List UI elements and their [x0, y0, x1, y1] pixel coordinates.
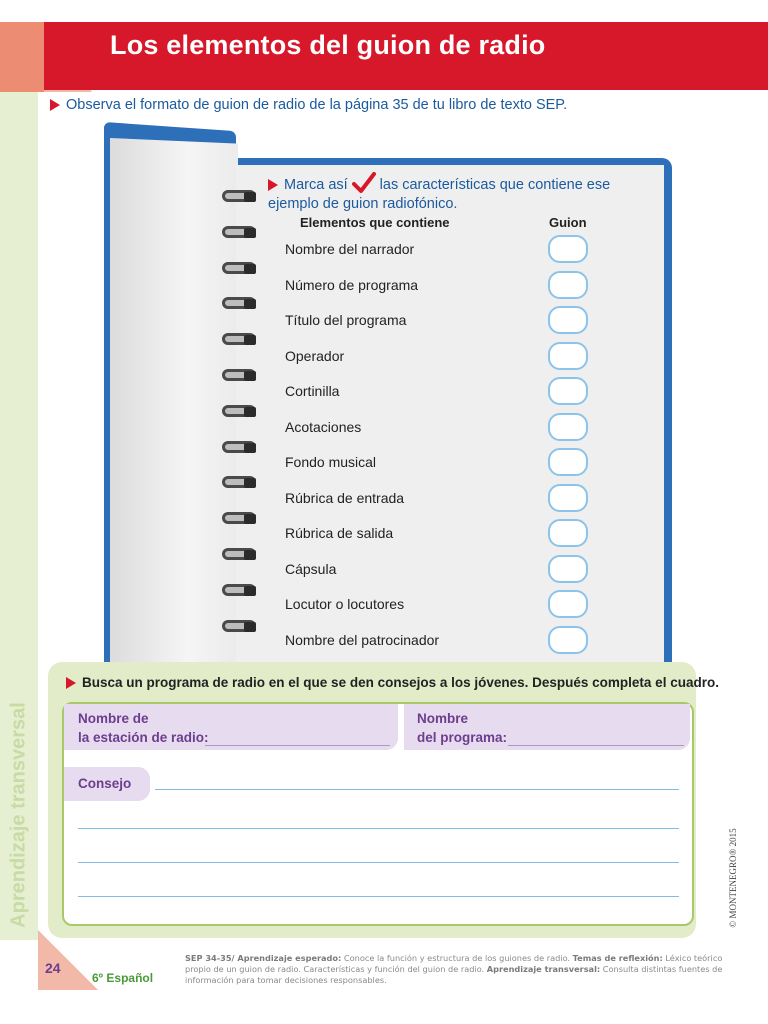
spiral-ring	[222, 618, 258, 634]
station-name-label-line2: la estación de radio:	[78, 730, 209, 745]
advice-line-3[interactable]	[78, 862, 679, 863]
station-name-label-line1: Nombre de	[78, 711, 149, 726]
spiral-hole	[244, 371, 256, 381]
advice-line-4[interactable]	[78, 896, 679, 897]
checklist-item-label: Rúbrica de salida	[285, 525, 394, 541]
advice-line-1[interactable]	[155, 789, 679, 790]
checklist-checkbox[interactable]	[548, 271, 588, 299]
spiral-ring	[222, 295, 258, 311]
station-name-label	[78, 709, 209, 747]
program-name-label-line2: del programa:	[417, 730, 508, 745]
checklist-item-label: Acotaciones	[285, 418, 362, 435]
spiral-ring	[222, 367, 258, 383]
checklist-checkbox[interactable]	[548, 484, 588, 512]
checklist-checkbox[interactable]	[548, 377, 588, 405]
spiral-hole	[244, 443, 256, 453]
checklist-item-label: Título del programa	[285, 312, 407, 328]
checklist-item-label: Cápsula	[285, 560, 337, 577]
advice-label: Consejo	[78, 776, 132, 791]
checklist-item-label: Nombre del patrocinador	[285, 631, 440, 648]
advice-line-2[interactable]	[78, 828, 679, 829]
sidebar-label: Aprendizaje transversal	[7, 702, 30, 928]
footnote-bold-1: SEP 34-35/ Aprendizaje esperado:	[185, 953, 342, 963]
checkmark-icon	[352, 172, 376, 194]
program-name-label	[417, 709, 507, 747]
footnote-text-3: Consulta distintas fuentes de información para tomar decisiones responsables.	[185, 964, 723, 985]
checklist-item-label: Rúbrica de entrada	[285, 489, 405, 506]
checklist-item-label: Nombre del narrador	[285, 241, 415, 257]
checklist-checkbox[interactable]	[548, 448, 588, 476]
checklist-item-label: Número de programa	[285, 276, 419, 293]
spiral-hole	[244, 478, 256, 488]
footnote-text-2: Léxico teórico propio de un guion de radio. Características y función del guion de radio.	[185, 953, 723, 974]
checklist-checkbox[interactable]	[548, 306, 588, 334]
spiral-ring	[222, 510, 258, 526]
checklist-checkbox[interactable]	[548, 413, 588, 441]
bullet-triangle-icon	[50, 99, 60, 111]
instruction-1	[50, 97, 567, 113]
notebook-instruction-b: las características que contiene ese ejemplo de guion radiofónico.	[268, 177, 611, 212]
spiral-hole	[244, 228, 256, 238]
spiral-hole	[244, 407, 256, 417]
spiral-ring	[222, 546, 258, 562]
spiral-ring	[222, 260, 258, 276]
spiral-hole	[244, 264, 256, 274]
instruction-1-text: Observa el formato de guion de radio de la página 35 de tu libro de texto SEP.	[66, 97, 568, 113]
spiral-ring	[222, 439, 258, 455]
activity-instruction	[66, 675, 719, 690]
program-name-line	[508, 745, 684, 746]
footnote-bold-3: Aprendizaje transversal:	[486, 964, 601, 974]
checklist-checkbox[interactable]	[548, 519, 588, 547]
spiral-hole	[244, 192, 256, 202]
checklist-item-label: Operador	[285, 347, 345, 364]
footnote	[185, 953, 730, 986]
spiral-hole	[244, 550, 256, 560]
spiral-ring	[222, 331, 258, 347]
activity-instruction-text: Busca un programa de radio en el que se den consejos a los jóvenes. Después completa el cuadro.	[82, 675, 719, 690]
station-name-line	[205, 745, 390, 746]
spiral-hole	[244, 622, 256, 632]
footnote-bold-2: Temas de reflexión:	[572, 953, 663, 963]
spiral-hole	[244, 335, 256, 345]
footnote-text-1: Conoce la función y estructura de los guiones de radio.	[341, 953, 573, 963]
checklist-checkbox[interactable]	[548, 590, 588, 618]
spiral-ring	[222, 224, 258, 240]
checklist-checkbox[interactable]	[548, 342, 588, 370]
checklist-item-label: Fondo musical	[285, 454, 377, 470]
spiral-hole	[244, 586, 256, 596]
bullet-triangle-icon	[268, 179, 278, 191]
spiral-ring	[222, 582, 258, 598]
notebook-left-pages	[110, 138, 238, 684]
checklist-item-label: Locutor o locutores	[285, 596, 405, 612]
copyright: © MONTENEGRO® 2015	[728, 828, 738, 928]
checklist-checkbox[interactable]	[548, 235, 588, 263]
notebook-instruction	[268, 172, 658, 214]
checklist-checkbox[interactable]	[548, 555, 588, 583]
page-number: 24	[45, 960, 61, 976]
spiral-ring	[222, 188, 258, 204]
spiral-ring	[222, 474, 258, 490]
program-name-label-line1: Nombre	[417, 711, 469, 726]
bullet-triangle-icon	[66, 677, 76, 689]
column-header-elements: Elementos que contiene	[300, 215, 450, 230]
column-header-guion: Guion	[549, 215, 587, 230]
checklist-checkbox[interactable]	[548, 626, 588, 654]
notebook-instruction-a: Marca así	[284, 177, 348, 193]
checklist-item-label: Cortinilla	[285, 383, 340, 399]
page-title: Los elementos del guion de radio	[110, 30, 546, 60]
spiral-hole	[244, 514, 256, 524]
spiral-hole	[244, 299, 256, 309]
grade-label: 6º Español	[92, 971, 154, 985]
spiral-ring	[222, 403, 258, 419]
